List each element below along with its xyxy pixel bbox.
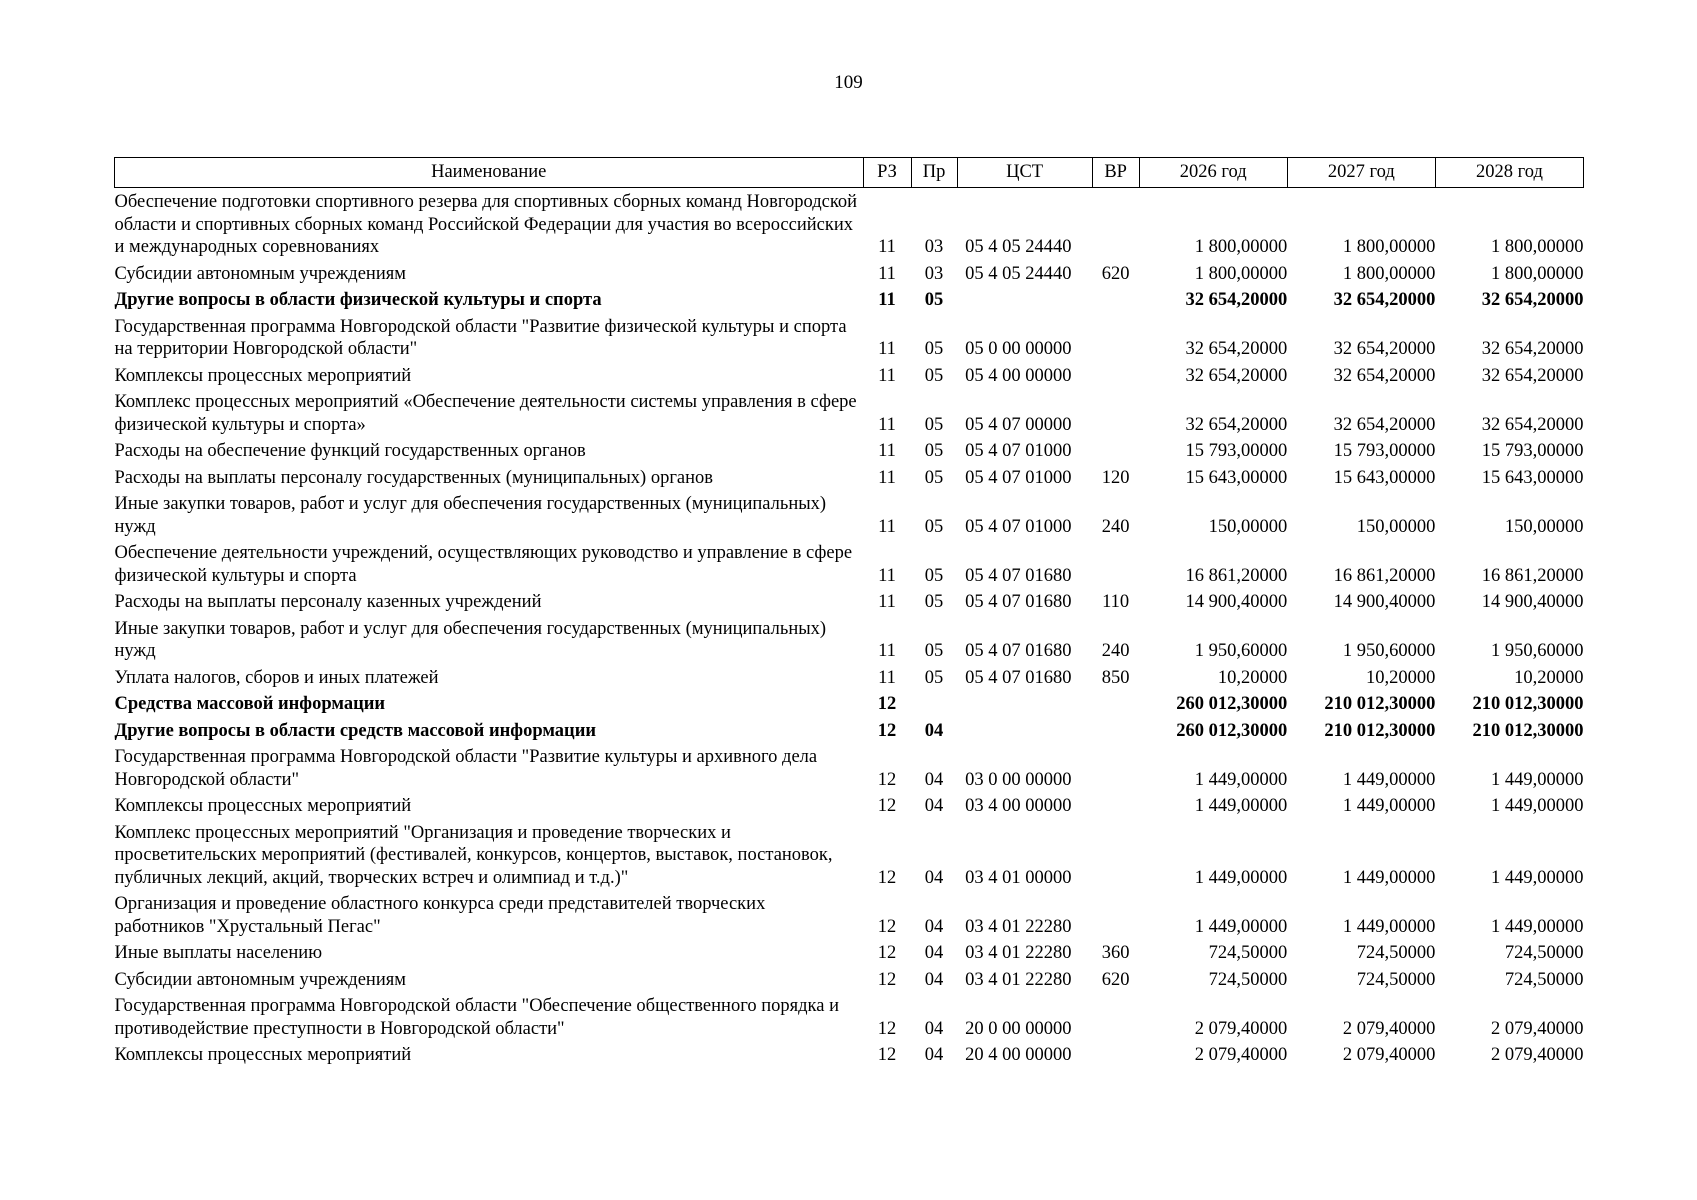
row-name: Другие вопросы в области средств массовой информации <box>114 720 597 741</box>
row-2027: 1 449,00000 <box>1342 916 1436 937</box>
row-rz: 12 <box>877 1045 897 1065</box>
row-vr <box>1092 792 1139 819</box>
row-rz: 11 <box>878 516 896 537</box>
row-2026: 1 800,00000 <box>1194 263 1288 284</box>
row-pr: 04 <box>924 1045 944 1065</box>
row-2026: 2 079,40000 <box>1194 1045 1288 1065</box>
row-2027: 1 950,60000 <box>1342 641 1436 661</box>
row-2026: 150,00000 <box>1208 516 1288 537</box>
row-2028: 724,50000 <box>1504 943 1584 963</box>
row-rz: 11 <box>878 414 896 435</box>
row-cst: 03 4 00 00000 <box>965 796 1072 816</box>
row-pr: 05 <box>924 565 944 586</box>
table-row <box>115 939 1584 966</box>
row-cst: 03 4 01 22280 <box>965 943 1072 963</box>
row-rz: 11 <box>878 290 896 310</box>
table-row-section <box>115 690 1584 717</box>
table-row <box>115 588 1584 615</box>
row-vr: 240 <box>1101 516 1130 537</box>
row-name: Комплекс процессных мероприятий "Организация и проведение творческих и просветительских мероприятий (фестивалей, конкурсов, концертов, выставок, постановок, публичных лекций, акций, творческих встреч и олимпиад и т.д.)" <box>114 822 833 888</box>
row-rz: 11 <box>878 441 896 461</box>
row-pr: 04 <box>924 943 944 963</box>
row-pr: 05 <box>924 516 944 537</box>
row-rz: 11 <box>878 365 896 386</box>
row-pr: 05 <box>924 441 944 461</box>
table-row <box>115 260 1584 287</box>
row-2028: 32 654,20000 <box>1481 339 1584 359</box>
row-2027: 2 079,40000 <box>1342 1018 1436 1039</box>
row-2027: 210 012,30000 <box>1324 694 1436 714</box>
table-header-row <box>115 158 1584 188</box>
row-vr <box>1092 188 1139 260</box>
row-2027: 1 800,00000 <box>1342 263 1436 284</box>
row-2027: 1 800,00000 <box>1342 237 1436 257</box>
table-row <box>115 1041 1584 1068</box>
row-name: Иные закупки товаров, работ и услуг для обеспечения государственных (муниципальных) нужд <box>114 618 827 661</box>
row-pr: 05 <box>924 290 944 310</box>
header-2027: 2027 год <box>1287 158 1435 188</box>
row-2027: 32 654,20000 <box>1333 339 1436 359</box>
row-rz: 11 <box>878 592 896 612</box>
row-cst: 05 0 00 00000 <box>965 339 1072 359</box>
row-2026: 2 079,40000 <box>1194 1018 1288 1039</box>
row-2026: 260 012,30000 <box>1176 720 1288 741</box>
row-2026: 260 012,30000 <box>1176 694 1288 714</box>
row-vr <box>1092 437 1139 464</box>
row-name: Государственная программа Новгородской области "Обеспечение общественного порядка и противодействие преступности в Новгородской области" <box>114 996 839 1039</box>
row-cst: 05 4 05 24440 <box>965 237 1072 257</box>
row-pr: 04 <box>924 769 944 790</box>
row-vr <box>1092 362 1139 389</box>
row-rz: 12 <box>877 1018 897 1039</box>
row-pr: 05 <box>924 667 944 688</box>
row-2027: 1 449,00000 <box>1342 769 1436 790</box>
row-2028: 1 449,00000 <box>1491 769 1584 790</box>
row-cst: 05 4 07 01000 <box>965 467 1072 488</box>
row-name: Обеспечение деятельности учреждений, осуществляющих руководство и управление в сфере физической культуры и спорта <box>114 543 853 586</box>
row-2026: 32 654,20000 <box>1185 290 1288 310</box>
row-2026: 32 654,20000 <box>1185 339 1288 359</box>
row-vr <box>1092 388 1139 437</box>
row-2028: 1 950,60000 <box>1491 641 1584 661</box>
table-row <box>115 437 1584 464</box>
row-2028: 724,50000 <box>1504 969 1584 990</box>
row-rz: 12 <box>877 769 897 790</box>
row-2028: 16 861,20000 <box>1481 565 1584 586</box>
row-rz: 12 <box>877 969 897 990</box>
table-row <box>115 362 1584 389</box>
row-rz: 11 <box>878 339 896 359</box>
row-2028: 32 654,20000 <box>1481 414 1584 435</box>
row-vr <box>1092 992 1139 1041</box>
row-2027: 210 012,30000 <box>1324 720 1436 741</box>
row-vr: 120 <box>1101 467 1130 488</box>
row-2028: 32 654,20000 <box>1481 365 1584 386</box>
row-2026: 14 900,40000 <box>1185 592 1288 612</box>
header-2028: 2028 год <box>1435 158 1583 188</box>
row-2026: 724,50000 <box>1208 943 1288 963</box>
row-2026: 1 449,00000 <box>1194 867 1288 888</box>
row-2027: 32 654,20000 <box>1333 414 1436 435</box>
header-name: Наименование <box>115 158 864 188</box>
row-cst: 03 4 01 22280 <box>965 969 1072 990</box>
row-vr: 850 <box>1101 667 1130 688</box>
row-cst: 05 4 00 00000 <box>965 365 1072 386</box>
row-pr: 05 <box>924 592 944 612</box>
row-pr: 05 <box>924 414 944 435</box>
row-name: Государственная программа Новгородской области "Развитие физической культуры и спорта на территории Новгородской области" <box>114 316 847 359</box>
row-name: Другие вопросы в области физической культуры и спорта <box>114 290 602 310</box>
row-2027: 1 449,00000 <box>1342 796 1436 816</box>
row-2026: 16 861,20000 <box>1185 565 1288 586</box>
row-2028: 1 449,00000 <box>1491 916 1584 937</box>
row-2028: 10,20000 <box>1514 667 1584 688</box>
row-2026: 724,50000 <box>1208 969 1288 990</box>
row-cst: 20 0 00 00000 <box>965 1018 1072 1039</box>
row-name: Субсидии автономным учреждениям <box>114 263 406 284</box>
row-name: Иные закупки товаров, работ и услуг для обеспечения государственных (муниципальных) нужд <box>114 494 827 537</box>
row-rz: 12 <box>877 720 897 741</box>
row-rz: 11 <box>878 263 896 284</box>
row-2028: 1 800,00000 <box>1491 237 1584 257</box>
row-pr: 04 <box>924 969 944 990</box>
header-rz: РЗ <box>863 158 911 188</box>
row-2028: 14 900,40000 <box>1481 592 1584 612</box>
row-2028: 1 449,00000 <box>1491 867 1584 888</box>
row-pr: 04 <box>924 867 944 888</box>
row-2026: 32 654,20000 <box>1185 414 1288 435</box>
table-row <box>115 890 1584 939</box>
table-row <box>115 539 1584 588</box>
row-2027: 32 654,20000 <box>1333 365 1436 386</box>
row-name: Субсидии автономным учреждениям <box>114 969 406 990</box>
row-cst: 05 4 05 24440 <box>965 263 1072 284</box>
row-2027: 15 793,00000 <box>1333 441 1436 461</box>
row-2028: 2 079,40000 <box>1491 1018 1584 1039</box>
table-row <box>115 490 1584 539</box>
row-pr: 03 <box>924 237 944 257</box>
row-2026: 1 449,00000 <box>1194 796 1288 816</box>
row-2027: 724,50000 <box>1356 943 1436 963</box>
row-vr <box>1092 1041 1139 1068</box>
row-vr <box>1092 743 1139 792</box>
row-pr: 04 <box>924 1018 944 1039</box>
table-row <box>115 388 1584 437</box>
row-cst: 05 4 07 01680 <box>965 667 1072 688</box>
row-name: Расходы на выплаты персоналу казенных учреждений <box>114 592 542 612</box>
row-2027: 150,00000 <box>1356 516 1436 537</box>
table-row <box>115 819 1584 891</box>
header-2026: 2026 год <box>1139 158 1287 188</box>
row-2027: 32 654,20000 <box>1333 290 1436 310</box>
row-pr: 05 <box>924 339 944 359</box>
row-2026: 1 449,00000 <box>1194 916 1288 937</box>
header-cst: ЦСТ <box>957 158 1092 188</box>
table-row <box>115 743 1584 792</box>
table-row-section <box>115 717 1584 744</box>
row-name: Средства массовой информации <box>114 694 386 714</box>
row-2028: 32 654,20000 <box>1481 290 1584 310</box>
row-pr: 04 <box>924 916 944 937</box>
row-2028: 2 079,40000 <box>1491 1045 1584 1065</box>
row-cst: 20 4 00 00000 <box>965 1045 1072 1065</box>
row-2028: 1 449,00000 <box>1491 796 1584 816</box>
table-row <box>115 464 1584 491</box>
row-name: Обеспечение подготовки спортивного резерва для спортивных сборных команд Новгородской области и спортивных сборных команд Российской Федерации для участия во всероссийских и международных соревнованиях <box>114 192 858 257</box>
row-2026: 1 950,60000 <box>1194 641 1288 661</box>
row-name: Комплекс процессных мероприятий «Обеспечение деятельности системы управления в сфере физической культуры и спорта» <box>114 392 857 435</box>
row-rz: 11 <box>878 565 896 586</box>
row-2027: 1 449,00000 <box>1342 867 1436 888</box>
row-2027: 2 079,40000 <box>1342 1045 1436 1065</box>
row-cst: 05 4 07 00000 <box>965 414 1072 435</box>
row-cst: 05 4 07 01680 <box>965 641 1072 661</box>
row-cst: 03 4 01 22280 <box>965 916 1072 937</box>
row-2027: 724,50000 <box>1356 969 1436 990</box>
row-2027: 10,20000 <box>1365 667 1436 688</box>
row-rz: 12 <box>877 916 897 937</box>
row-2028: 15 793,00000 <box>1481 441 1584 461</box>
row-cst: 05 4 07 01680 <box>965 565 1072 586</box>
row-vr <box>1092 690 1139 717</box>
page-number: 109 <box>834 72 863 93</box>
table-row <box>115 188 1584 260</box>
row-vr: 110 <box>1102 592 1130 612</box>
row-2026: 1 800,00000 <box>1194 237 1288 257</box>
row-name: Расходы на обеспечение функций государственных органов <box>114 441 586 461</box>
table-row <box>115 313 1584 362</box>
row-vr: 620 <box>1101 969 1130 990</box>
row-2026: 15 643,00000 <box>1185 467 1288 488</box>
row-rz: 12 <box>877 867 897 888</box>
row-name: Комплексы процессных мероприятий <box>114 365 412 386</box>
row-2028: 15 643,00000 <box>1481 467 1584 488</box>
row-vr: 360 <box>1101 943 1130 963</box>
row-vr <box>1092 890 1139 939</box>
row-name: Комплексы процессных мероприятий <box>114 1045 412 1065</box>
row-cst <box>957 286 1092 313</box>
budget-table <box>114 157 1584 1068</box>
row-name: Расходы на выплаты персоналу государственных (муниципальных) органов <box>114 467 714 488</box>
row-cst: 03 4 01 00000 <box>965 867 1072 888</box>
row-pr <box>911 690 957 717</box>
row-pr: 05 <box>924 467 944 488</box>
row-pr: 05 <box>924 641 944 661</box>
row-rz: 12 <box>877 694 897 714</box>
row-2028: 150,00000 <box>1504 516 1584 537</box>
table-row <box>115 792 1584 819</box>
row-vr <box>1092 313 1139 362</box>
row-name: Комплексы процессных мероприятий <box>114 796 412 816</box>
row-rz: 12 <box>877 796 897 816</box>
row-cst <box>957 690 1092 717</box>
row-2028: 1 800,00000 <box>1491 263 1584 284</box>
row-2027: 14 900,40000 <box>1333 592 1436 612</box>
row-vr <box>1092 717 1139 744</box>
row-cst: 05 4 07 01000 <box>965 516 1072 537</box>
table-row <box>115 966 1584 993</box>
row-rz: 11 <box>878 641 896 661</box>
row-cst: 05 4 07 01000 <box>965 441 1072 461</box>
row-name: Государственная программа Новгородской области "Развитие культуры и архивного дела Новгородской области" <box>114 747 818 790</box>
row-2027: 16 861,20000 <box>1333 565 1436 586</box>
table-row <box>115 615 1584 664</box>
row-2026: 10,20000 <box>1217 667 1288 688</box>
row-vr <box>1092 819 1139 891</box>
row-rz: 11 <box>878 667 896 688</box>
row-name: Уплата налогов, сборов и иных платежей <box>114 667 439 688</box>
row-2028: 210 012,30000 <box>1472 720 1584 741</box>
row-vr <box>1092 539 1139 588</box>
row-2028: 210 012,30000 <box>1472 694 1584 714</box>
row-name: Организация и проведение областного конкурса среди представителей творческих работников "Хрустальный Пегас" <box>114 894 766 937</box>
row-vr: 620 <box>1101 263 1130 284</box>
row-pr: 04 <box>924 720 944 741</box>
row-2026: 1 449,00000 <box>1194 769 1288 790</box>
row-name: Иные выплаты населению <box>114 943 323 963</box>
table-row <box>115 992 1584 1041</box>
row-pr: 03 <box>924 263 944 284</box>
row-vr: 240 <box>1101 641 1130 661</box>
row-cst: 05 4 07 01680 <box>965 592 1072 612</box>
row-rz: 12 <box>877 943 897 963</box>
header-pr: Пр <box>911 158 957 188</box>
row-cst <box>957 717 1092 744</box>
table-row <box>115 664 1584 691</box>
row-2027: 15 643,00000 <box>1333 467 1436 488</box>
row-rz: 11 <box>878 467 896 488</box>
row-2026: 32 654,20000 <box>1185 365 1288 386</box>
row-2026: 15 793,00000 <box>1185 441 1288 461</box>
table-row-section <box>115 286 1584 313</box>
row-vr <box>1092 286 1139 313</box>
header-vr: ВР <box>1092 158 1139 188</box>
row-pr: 04 <box>924 796 944 816</box>
row-rz: 11 <box>878 237 896 257</box>
row-cst: 03 0 00 00000 <box>965 769 1072 790</box>
row-pr: 05 <box>924 365 944 386</box>
